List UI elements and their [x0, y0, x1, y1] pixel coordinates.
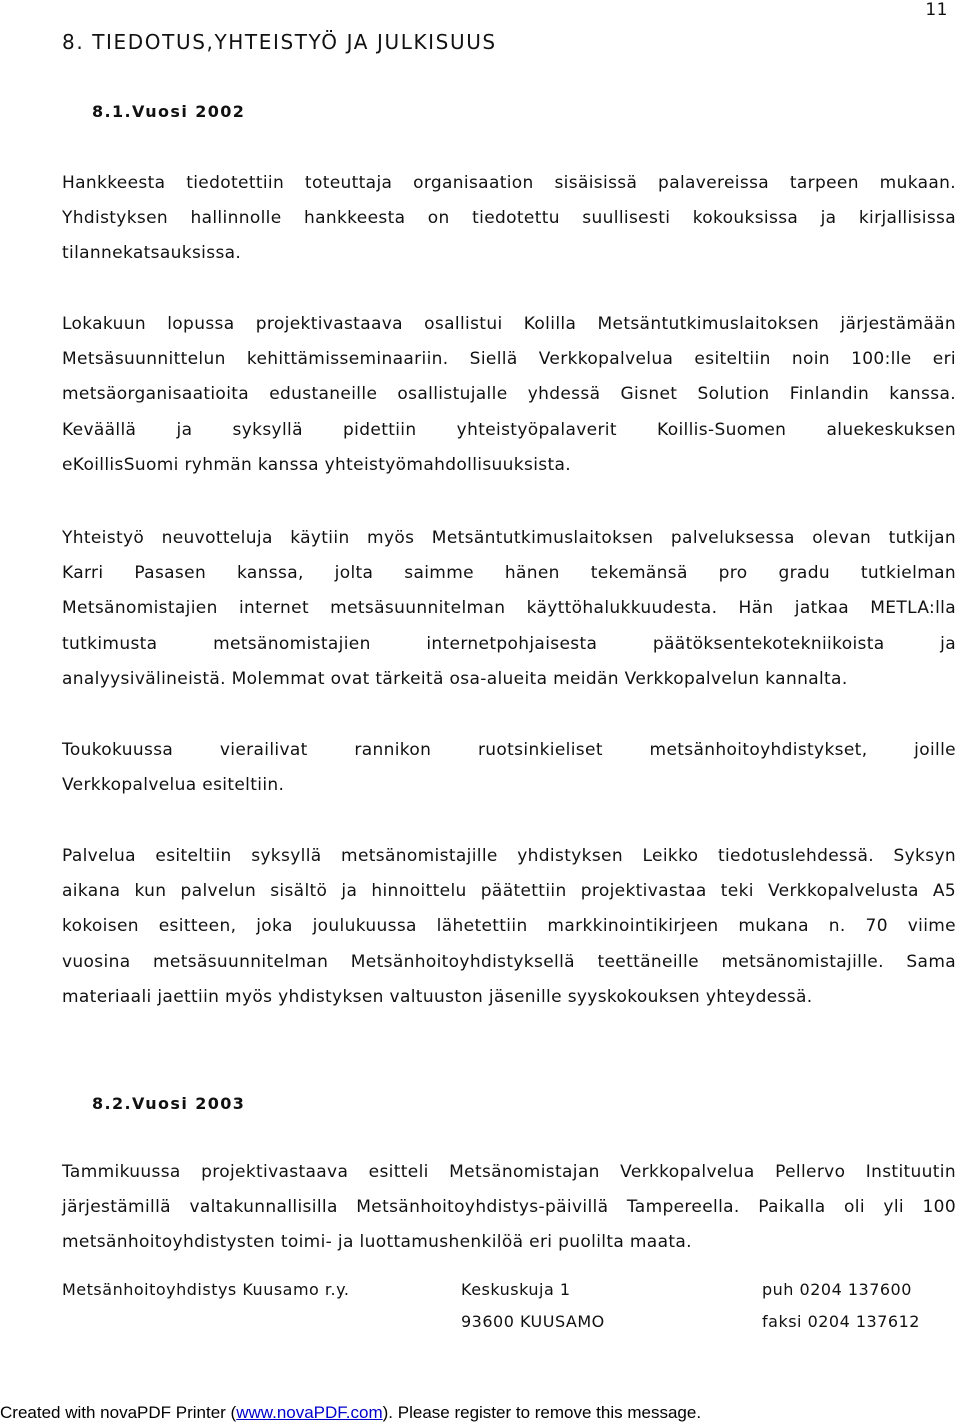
paragraph-line: Palvelua esiteltiin syksyllä metsänomistajille yhdistyksen Leikko tiedotuslehdessä. Syksyn: [62, 846, 956, 866]
paragraph: [62, 1155, 956, 1261]
novapdf-notice-suffix: ). Please register to remove this message.: [382, 1403, 702, 1422]
paragraph-line: aikana kun palvelun sisältö ja hinnoittelu päätettiin projektivastaa teki Verkkopalvelusta A5: [62, 881, 956, 902]
paragraph-line: Verkkopalvelua esiteltiin.: [62, 775, 285, 796]
paragraph-line: eKoillisSuomi ryhmän kanssa yhteistyömahdollisuuksista.: [62, 454, 572, 475]
paragraph-line: tutkimusta metsänomistajien internetpohjaisesta päätöksentekotekniikoista ja: [62, 633, 956, 654]
paragraph-line: materiaali jaettiin myös yhdistyksen valtuuston jäsenille syyskokouksen yhteydessä.: [62, 986, 813, 1007]
paragraph-line: Tammikuussa projektivastaava esitteli Metsänomistajan Verkkopalvelua Pellervo Instituutin: [62, 1162, 956, 1182]
section-heading-2002: 8.1.Vuosi 2002: [92, 102, 246, 121]
paragraph-line: analyysivälineistä. Molemmat ovat tärkeitä osa-alueita meidän Verkkopalvelun kannalta.: [62, 668, 848, 689]
paragraph-line: metsänhoitoyhdistysten toimi- ja luottamushenkilöä eri puolilta maata.: [62, 1232, 692, 1253]
paragraph-line: Lokakuun lopussa projektivastaava osallistui Kolilla Metsäntutkimuslaitoksen järjestämään: [62, 314, 956, 334]
page-number: 11: [925, 0, 948, 20]
footer-street: Keskuskuja 1: [461, 1280, 571, 1299]
paragraph: [62, 733, 956, 803]
footer-fax: faksi 0204 137612: [762, 1312, 920, 1331]
section-heading-2003: 8.2.Vuosi 2003: [92, 1094, 246, 1113]
paragraph: [62, 307, 956, 483]
paragraph-line: järjestämillä valtakunnallisilla Metsänhoitoyhdistys-päivillä Tampereella. Paikalla oli yli 100: [62, 1197, 956, 1218]
paragraph: [62, 521, 956, 697]
paragraph-line: kokoisen esitteen, joka joulukuussa lähetettiin markkinointikirjeen mukana n. 70 viime: [62, 916, 956, 937]
paragraph-line: Metsäsuunnittelun kehittämisseminaariin. Siellä Verkkopalvelua esiteltiin noin 100:lle eri: [62, 349, 956, 370]
novapdf-notice: [0, 1403, 701, 1423]
novapdf-link[interactable]: www.novaPDF.com: [236, 1403, 383, 1422]
paragraph-line: Hankkeesta tiedotettiin toteuttaja organisaation sisäisissä palavereissa tarpeen mukaan.: [62, 173, 956, 193]
paragraph-line: metsäorganisaatioita edustaneille osallistujalle yhdessä Gisnet Solution Finlandin kanssa.: [62, 384, 956, 405]
paragraph-line: Yhdistyksen hallinnolle hankkeesta on tiedotettu suullisesti kokouksissa ja kirjallisissa: [62, 208, 956, 229]
chapter-heading: 8. TIEDOTUS,YHTEISTYÖ JA JULKISUUS: [62, 30, 497, 54]
paragraph: [62, 166, 956, 272]
paragraph-line: Metsänomistajien internet metsäsuunnitelman käyttöhalukkuudesta. Hän jatkaa METLA:lla: [62, 598, 956, 619]
paragraph-line: Keväällä ja syksyllä pidettiin yhteistyöpalaverit Koillis-Suomen aluekeskuksen: [62, 419, 956, 440]
paragraph-line: Karri Pasasen kanssa, jolta saimme hänen tekemänsä pro gradu tutkielman: [62, 563, 956, 584]
paragraph-line: Toukokuussa vierailivat rannikon ruotsinkieliset metsänhoitoyhdistykset, joille: [62, 740, 956, 760]
footer-postal: 93600 KUUSAMO: [461, 1312, 605, 1331]
novapdf-notice-prefix: Created with novaPDF Printer (: [0, 1403, 237, 1422]
footer-organization: Metsänhoitoyhdistys Kuusamo r.y.: [62, 1280, 350, 1299]
paragraph: [62, 839, 956, 1015]
footer-phone: puh 0204 137600: [762, 1280, 912, 1299]
paragraph-line: Yhteistyö neuvotteluja käytiin myös Metsäntutkimuslaitoksen palveluksessa olevan tutkijan: [62, 528, 956, 548]
paragraph-line: tilannekatsauksissa.: [62, 243, 242, 264]
paragraph-line: vuosina metsäsuunnitelman Metsänhoitoyhdistyksellä teettäneille metsänomistajille. Sama: [62, 951, 956, 972]
